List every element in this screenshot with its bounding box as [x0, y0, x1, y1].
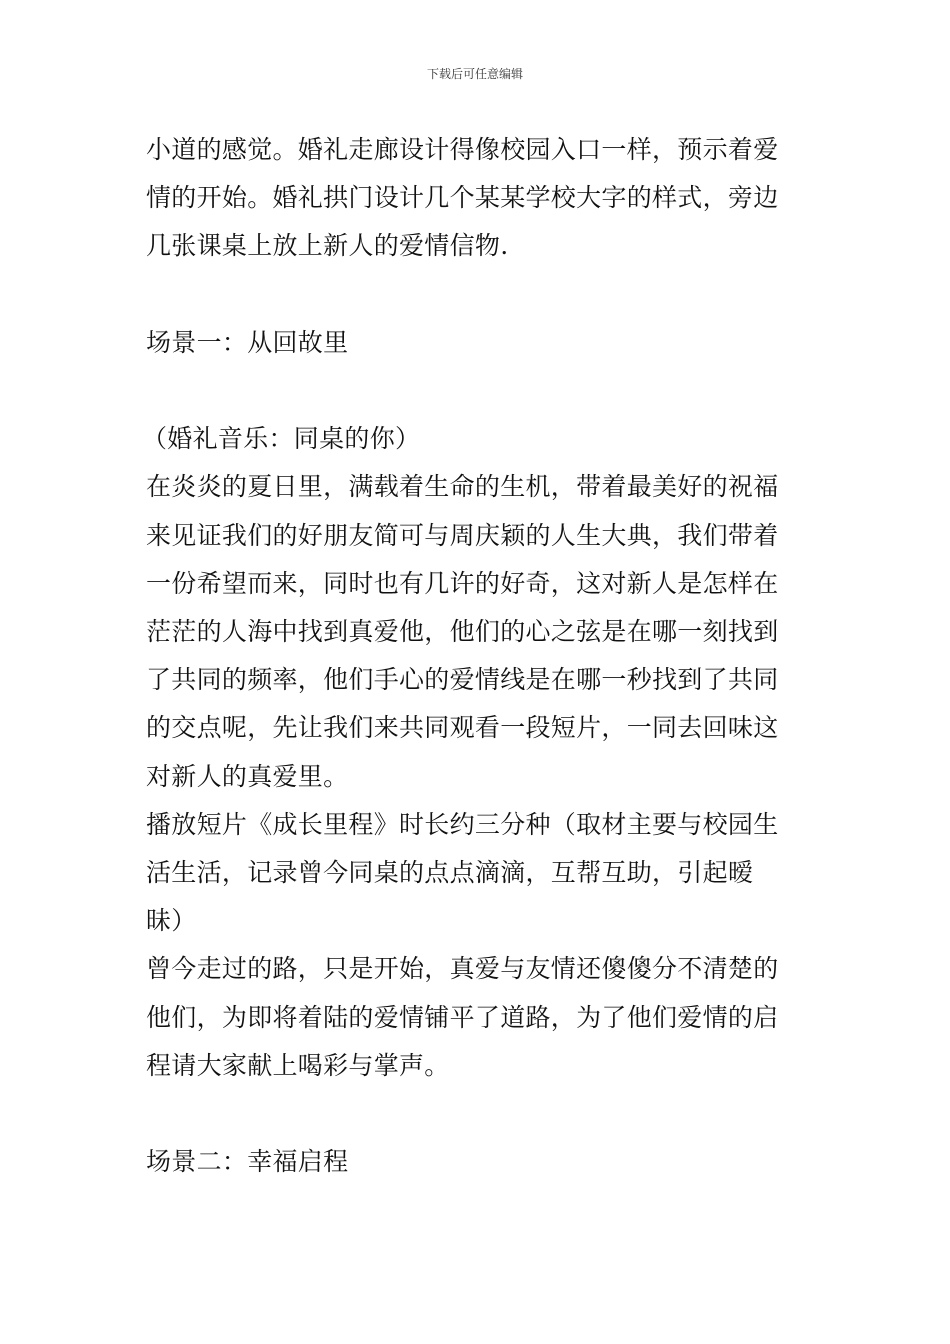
- paragraph-line: 他们，为即将着陆的爱情铺平了道路，为了他们爱情的启: [146, 1002, 779, 1032]
- paragraph-line: 的交点呢，先让我们来共同观看一段短片，一同去回味这: [146, 713, 779, 743]
- paragraph-line: 小道的感觉。婚礼走廊设计得像校园入口一样，预示着爱: [146, 135, 779, 164]
- paragraph-line: 在炎炎的夏日里，满载着生命的生机，带着最美好的祝福: [146, 472, 779, 502]
- blank-line: [146, 1090, 814, 1138]
- document-body: [142, 126, 814, 1186]
- paragraph-line: 一份希望而来，同时也有几许的好奇，这对新人是怎样在: [146, 568, 779, 598]
- paragraph-line: 了共同的频率，他们手心的爱情线是在哪一秒找到了共同: [146, 665, 779, 695]
- paragraph-line: 昧）: [146, 906, 197, 936]
- paragraph-line: 情的开始。婚礼拱门设计几个某某学校大字的样式，旁边: [146, 183, 779, 213]
- scene-two-heading: 场景二：幸福启程: [146, 1147, 349, 1177]
- blank-line: [146, 367, 814, 415]
- paragraph-line: 曾今走过的路，只是开始，真爱与友情还傻傻分不清楚的: [146, 954, 779, 984]
- paragraph-line: 程请大家献上喝彩与掌声。: [146, 1050, 450, 1080]
- scene-one-heading: 场景一：从回故里: [146, 327, 349, 357]
- paragraph-line: 活生活，记录曾今同桌的点点滴滴，互帮互助，引起暧: [146, 858, 754, 888]
- paragraph-line: 来见证我们的好朋友简可与周庆颖的人生大典，我们带着: [146, 520, 779, 550]
- paragraph-line: 几张课桌上放上新人的爱情信物.: [146, 231, 509, 261]
- paragraph-line: 对新人的真爱里。: [146, 761, 349, 791]
- paragraph-line: 茫茫的人海中找到真爱他，他们的心之弦是在哪一刻找到: [146, 617, 779, 646]
- blank-line: [146, 271, 814, 319]
- music-note: （婚礼音乐：同桌的你）: [142, 424, 421, 454]
- paragraph-line: 播放短片《成长里程》时长约三分种（取材主要与校园生: [146, 809, 779, 839]
- page-header: 下载后可任意编辑: [426, 67, 523, 81]
